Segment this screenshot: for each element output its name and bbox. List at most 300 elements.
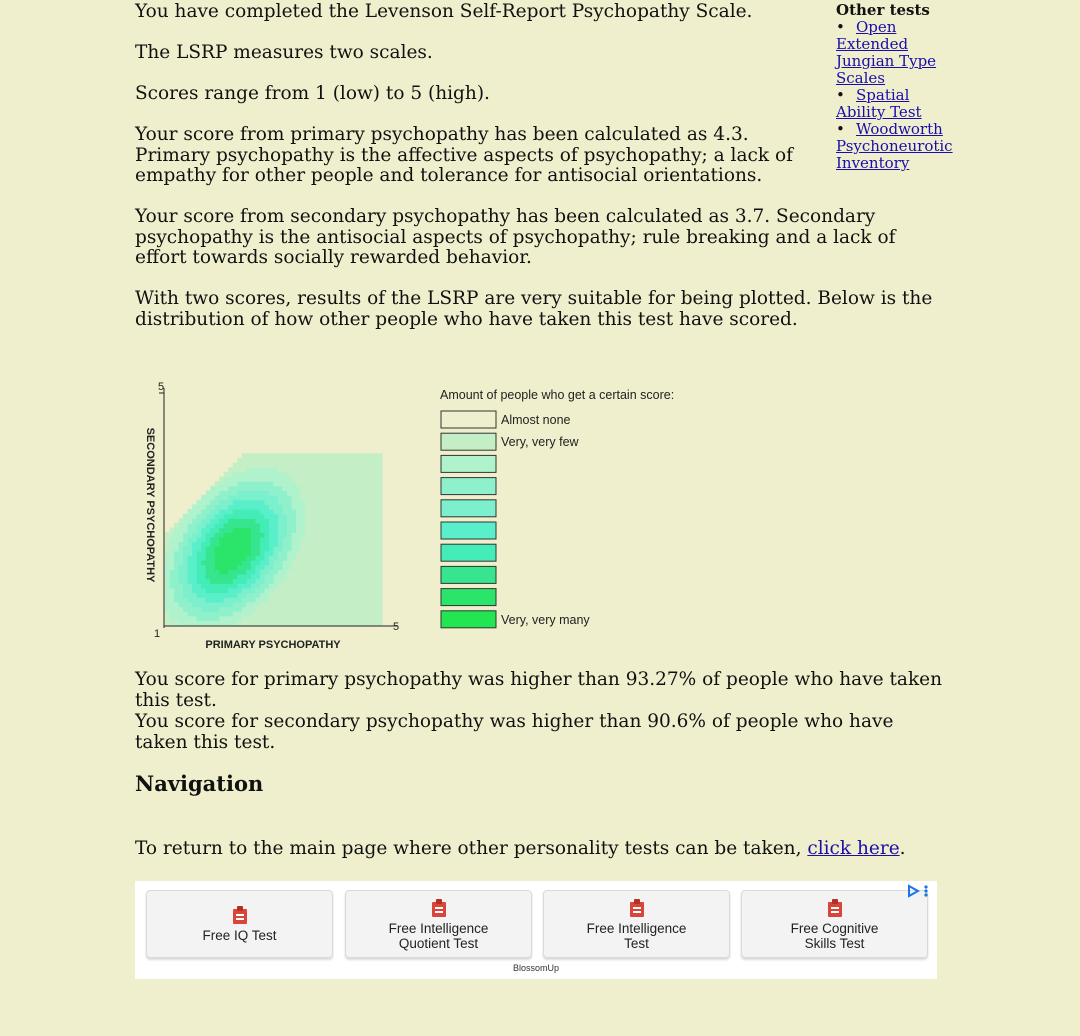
heatmap-cell [296, 541, 301, 546]
heatmap-cell [237, 495, 242, 500]
heatmap-cell [368, 509, 373, 514]
heatmap-cell [319, 593, 324, 598]
heatmap-cell [341, 620, 346, 625]
x-axis-label: PRIMARY PSYCHOPATHY [205, 639, 341, 651]
heatmap-cell [233, 541, 238, 546]
heatmap-cell [174, 583, 179, 588]
heatmap-cell [206, 606, 211, 611]
heatmap-cell [183, 620, 188, 625]
heatmap-cell [341, 514, 346, 519]
heatmap-cell [228, 555, 233, 560]
return-period: . [899, 838, 906, 859]
heatmap-cell [377, 551, 382, 556]
heatmap-cell [355, 565, 360, 570]
heatmap-cell [224, 555, 229, 560]
heatmap-cell [264, 606, 269, 611]
heatmap-cell [219, 606, 224, 611]
heatmap-cell [264, 514, 269, 519]
heatmap-cell [323, 611, 328, 616]
heatmap-cell [301, 523, 306, 528]
heatmap-cell [310, 532, 315, 537]
heatmap-cell [332, 500, 337, 505]
heatmap-cell [337, 532, 342, 537]
heatmap-cell [332, 495, 337, 500]
heatmap-cell [346, 500, 351, 505]
heatmap-cell [292, 551, 297, 556]
heatmap-cell [346, 588, 351, 593]
heatmap-cell [215, 588, 220, 593]
heatmap-cell [314, 458, 319, 463]
heatmap-cell [328, 453, 333, 458]
heatmap-cell [368, 486, 373, 491]
heatmap-cell [359, 588, 364, 593]
heatmap-cell [237, 472, 242, 477]
heatmap-cell [368, 532, 373, 537]
heatmap-cell [341, 509, 346, 514]
heatmap-cell [242, 481, 247, 486]
heatmap-cell [179, 606, 184, 611]
heatmap-cell [319, 555, 324, 560]
heatmap-cell [174, 606, 179, 611]
heatmap-cell [314, 551, 319, 556]
heatmap-cell [251, 574, 256, 579]
heatmap-cell [292, 500, 297, 505]
heatmap-cell [201, 514, 206, 519]
heatmap-cell [264, 490, 269, 495]
heatmap-cell [332, 481, 337, 486]
heatmap-cell [332, 616, 337, 621]
heatmap-cell [201, 532, 206, 537]
heatmap-cell [296, 509, 301, 514]
heatmap-cell [260, 611, 265, 616]
heatmap-cell [183, 593, 188, 598]
heatmap-cell [210, 583, 215, 588]
heatmap-cell [206, 541, 211, 546]
heatmap-cell [188, 551, 193, 556]
heatmap-cell [174, 537, 179, 542]
heatmap-cell [197, 620, 202, 625]
heatmap-cell [341, 523, 346, 528]
heatmap-cell [305, 486, 310, 491]
heatmap-cell [287, 546, 292, 551]
heatmap-cell [355, 458, 360, 463]
heatmap-cell [314, 579, 319, 584]
heatmap-cell [165, 551, 170, 556]
heatmap-cell [269, 602, 274, 607]
heatmap-cell [355, 509, 360, 514]
heatmap-cell [319, 579, 324, 584]
heatmap-cell [269, 555, 274, 560]
heatmap-cell [201, 560, 206, 565]
ad-button-cognitive-skills-test[interactable] [741, 890, 928, 958]
heatmap-cell [364, 593, 369, 598]
heatmap-cell [337, 579, 342, 584]
heatmap-cell [337, 458, 342, 463]
heatmap-cell [269, 490, 274, 495]
heatmap-cell [197, 523, 202, 528]
clipboard-icon [826, 898, 844, 918]
heatmap-cell [251, 453, 256, 458]
heatmap-cell [278, 463, 283, 468]
heatmap-cell [215, 560, 220, 565]
heatmap-cell [377, 611, 382, 616]
heatmap-cell [377, 588, 382, 593]
heatmap-cell [260, 509, 265, 514]
heatmap-cell [183, 606, 188, 611]
heatmap-cell [197, 546, 202, 551]
heatmap-cell [206, 593, 211, 598]
heatmap-cell [273, 453, 278, 458]
heatmap-cell [305, 611, 310, 616]
heatmap-cell [278, 486, 283, 491]
heatmap-cell [233, 574, 238, 579]
heatmap-cell [305, 458, 310, 463]
heatmap-cell [341, 588, 346, 593]
heatmap-cell [337, 593, 342, 598]
heatmap-cell [219, 593, 224, 598]
heatmap-cell [341, 467, 346, 472]
heatmap-cell [310, 569, 315, 574]
heatmap-cell [206, 620, 211, 625]
heatmap-cell [314, 500, 319, 505]
heatmap-cell [210, 546, 215, 551]
heatmap-cell [278, 490, 283, 495]
heatmap-cell [287, 602, 292, 607]
heatmap-cell [323, 583, 328, 588]
heatmap-cell [219, 523, 224, 528]
clipboard-icon [628, 898, 646, 918]
heatmap-cell [233, 565, 238, 570]
heatmap-cell [219, 546, 224, 551]
heatmap-cell [224, 490, 229, 495]
heatmap-cell [373, 606, 378, 611]
heatmap-cell [237, 588, 242, 593]
heatmap-cell [310, 514, 315, 519]
heatmap-cell [296, 602, 301, 607]
heatmap-cell [246, 523, 251, 528]
heatmap-cell [179, 574, 184, 579]
ad-button-intelligence-quotient-test[interactable] [345, 890, 532, 958]
heatmap-cell [292, 606, 297, 611]
heatmap-cell [206, 588, 211, 593]
heatmap-cell [283, 537, 288, 542]
heatmap-cell [192, 597, 197, 602]
ad-choices[interactable] [906, 884, 929, 898]
heatmap-cell [215, 597, 220, 602]
heatmap-cell [269, 509, 274, 514]
heatmap-cell [210, 579, 215, 584]
legend [441, 411, 590, 628]
heatmap-cell [341, 486, 346, 491]
heatmap-cell [197, 569, 202, 574]
heatmap-cell [355, 583, 360, 588]
heatmap-cell [359, 518, 364, 523]
heatmap-cell [170, 569, 175, 574]
heatmap-cell [255, 565, 260, 570]
heatmap-cell [350, 477, 355, 482]
heatmap-cell [192, 588, 197, 593]
heatmap-cell [219, 486, 224, 491]
heatmap-cell [201, 579, 206, 584]
heatmap-cell [219, 616, 224, 621]
heatmap-cell [246, 467, 251, 472]
heatmap-cell [337, 560, 342, 565]
heatmap-cell [179, 555, 184, 560]
heatmap-cell [260, 606, 265, 611]
heatmap-cell [310, 486, 315, 491]
heatmap-cell [233, 569, 238, 574]
heatmap-cell [364, 588, 369, 593]
heatmap-cell [269, 541, 274, 546]
heatmap-cell [215, 509, 220, 514]
heatmap-cell [224, 588, 229, 593]
heatmap-cell [165, 569, 170, 574]
other-tests-title: Other tests [836, 1, 930, 19]
heatmap-cell [224, 500, 229, 505]
heatmap-cell [260, 583, 265, 588]
heatmap-cell [264, 551, 269, 556]
heatmap-cell [188, 602, 193, 607]
heatmap-cell [228, 504, 233, 509]
heatmap-cell [269, 532, 274, 537]
distribution-chart-svg [135, 372, 735, 662]
heatmap-cell [197, 532, 202, 537]
heatmap-cell [328, 541, 333, 546]
link-spatial-ability-test[interactable]: Spatial Ability Test [836, 86, 922, 121]
heatmap-cell [373, 490, 378, 495]
heatmap-cell [314, 495, 319, 500]
heatmap-cell [319, 583, 324, 588]
heatmap-cell [179, 583, 184, 588]
heatmap-cell [287, 490, 292, 495]
adchoices-play-icon[interactable] [906, 884, 920, 898]
heatmap-cell [242, 518, 247, 523]
heatmap-cell [305, 523, 310, 528]
heatmap-cell [332, 574, 337, 579]
heatmap-cell [292, 518, 297, 523]
heatmap-cell [260, 579, 265, 584]
heatmap-cell [346, 579, 351, 584]
heatmap-cell [373, 597, 378, 602]
heatmap-cell [332, 509, 337, 514]
heatmap-cell [346, 514, 351, 519]
heatmap-cell [292, 509, 297, 514]
heatmap-cell [332, 569, 337, 574]
legend-swatch [441, 411, 496, 428]
ad-button-iq-test[interactable] [146, 890, 333, 958]
heatmap-cell [323, 477, 328, 482]
heatmap-cell [296, 523, 301, 528]
heatmap-cell [210, 532, 215, 537]
heatmap-cell [210, 611, 215, 616]
heatmap-cell [246, 574, 251, 579]
heatmap-cell [355, 453, 360, 458]
heatmap-cell [228, 490, 233, 495]
heatmap-cell [215, 602, 220, 607]
heatmap-cell [314, 504, 319, 509]
heatmap-cell [260, 555, 265, 560]
kebab-menu-icon[interactable] [923, 884, 929, 898]
heatmap-cell [179, 532, 184, 537]
heatmap-cell [373, 523, 378, 528]
heatmap-cell [377, 490, 382, 495]
heatmap-cell [346, 620, 351, 625]
heatmap-cell [242, 546, 247, 551]
legend-label: Very, very few [501, 435, 579, 450]
heatmap-cell [219, 565, 224, 570]
heatmap-cell [237, 514, 242, 519]
heatmap-cell [337, 546, 342, 551]
heatmap-cell [260, 597, 265, 602]
heatmap-cell [233, 490, 238, 495]
heatmap-cell [332, 458, 337, 463]
heatmap-cell [264, 467, 269, 472]
heatmap-cell [377, 500, 382, 505]
heatmap-cell [305, 574, 310, 579]
heatmap-cell [377, 472, 382, 477]
heatmap-cell [314, 518, 319, 523]
heatmap-cell [359, 514, 364, 519]
heatmap-cell [278, 504, 283, 509]
heatmap-cell [215, 523, 220, 528]
heatmap-cell [301, 620, 306, 625]
heatmap-cell [210, 541, 215, 546]
heatmap-cell [251, 518, 256, 523]
heatmap-cell [314, 467, 319, 472]
heatmap-cell [287, 477, 292, 482]
heatmap-cell [201, 523, 206, 528]
heatmap-cell [192, 593, 197, 598]
link-jungian-type-scales[interactable]: Open Extended Jungian Type Scales [836, 18, 937, 87]
heatmap-cell [165, 602, 170, 607]
legend-label: Almost none [501, 413, 571, 427]
heatmap-cell [355, 528, 360, 533]
heatmap-cell [278, 574, 283, 579]
heatmap-cell [246, 620, 251, 625]
heatmap-cell [346, 467, 351, 472]
heatmap-cell [210, 620, 215, 625]
heatmap-cell [192, 606, 197, 611]
heatmap-cell [206, 597, 211, 602]
heatmap-cell [323, 481, 328, 486]
heatmap-cell [364, 528, 369, 533]
heatmap-cell [287, 514, 292, 519]
heatmap-cell [337, 555, 342, 560]
heatmap-cell [260, 551, 265, 556]
heatmap-cell [264, 523, 269, 528]
heatmap-cell [301, 555, 306, 560]
heatmap-cell [292, 504, 297, 509]
heatmap-cell [174, 616, 179, 621]
heatmap-cell [201, 616, 206, 621]
heatmap-cell [359, 532, 364, 537]
heatmap-cell [278, 477, 283, 482]
heatmap-cell [332, 565, 337, 570]
heatmap-cell [246, 463, 251, 468]
heatmap-cell [305, 555, 310, 560]
heatmap-cell [242, 509, 247, 514]
heatmap-cell [242, 593, 247, 598]
heatmap-cell [210, 523, 215, 528]
heatmap-cell [255, 555, 260, 560]
heatmap-cell [264, 602, 269, 607]
heatmap-cell [165, 593, 170, 598]
heatmap-cell [310, 546, 315, 551]
heatmap-cell [197, 528, 202, 533]
heatmap-cell [237, 546, 242, 551]
heatmap-cell [233, 504, 238, 509]
heatmap-cell [287, 523, 292, 528]
heatmap-cell [310, 504, 315, 509]
heatmap-cell [237, 611, 242, 616]
heatmap-cell [373, 583, 378, 588]
heatmap-cell [165, 555, 170, 560]
heatmap-cell [323, 453, 328, 458]
heatmap-cell [314, 537, 319, 542]
heatmap-cell [228, 611, 233, 616]
heatmap-cell [188, 546, 193, 551]
heatmap-cell [215, 551, 220, 556]
heatmap-cell [287, 565, 292, 570]
heatmap-cell [301, 486, 306, 491]
heatmap-cell [287, 551, 292, 556]
heatmap-cell [292, 537, 297, 542]
click-here-link[interactable]: click here [807, 838, 900, 859]
heatmap-cell [174, 541, 179, 546]
heatmap-cell [165, 532, 170, 537]
heatmap-cell [292, 532, 297, 537]
heatmap-cell [201, 606, 206, 611]
heatmap-cell [215, 565, 220, 570]
legend-title: Amount of people who get a certain score: [440, 388, 675, 402]
heatmap-cell [260, 504, 265, 509]
heatmap-cell [310, 588, 315, 593]
heatmap-cell [377, 602, 382, 607]
heatmap-cell [305, 588, 310, 593]
heatmap-cell [350, 574, 355, 579]
heatmap-cell [219, 481, 224, 486]
heatmap-cell [292, 523, 297, 528]
score-range: Scores range from 1 (low) to 5 (high). [135, 83, 490, 104]
heatmap-cell [377, 518, 382, 523]
heatmap-cell [341, 518, 346, 523]
heatmap-cell [332, 555, 337, 560]
link-woodworth-inventory[interactable]: Woodworth Psychoneurotic Inventory [836, 120, 953, 172]
ad-button-label: Free Cognitive Skills Test [790, 920, 879, 951]
heatmap-cell [251, 602, 256, 607]
heatmap-cell [201, 588, 206, 593]
heatmap-cell [197, 537, 202, 542]
heatmap-cell [328, 611, 333, 616]
heatmap-cell [296, 477, 301, 482]
heatmap-cell [368, 588, 373, 593]
heatmap-cell [296, 458, 301, 463]
heatmap-cell [292, 486, 297, 491]
heatmap-cell [278, 611, 283, 616]
heatmap-cell [287, 481, 292, 486]
heatmap-cell [368, 555, 373, 560]
heatmap-cell [179, 569, 184, 574]
ad-button-intelligence-test[interactable] [543, 890, 730, 958]
heatmap-cell [251, 495, 256, 500]
heatmap-cell [355, 486, 360, 491]
heatmap-cell [273, 541, 278, 546]
heatmap-cell [328, 500, 333, 505]
heatmap-cell [332, 546, 337, 551]
heatmap-cell [305, 565, 310, 570]
heatmap-cell [237, 560, 242, 565]
heatmap-cell [283, 579, 288, 584]
